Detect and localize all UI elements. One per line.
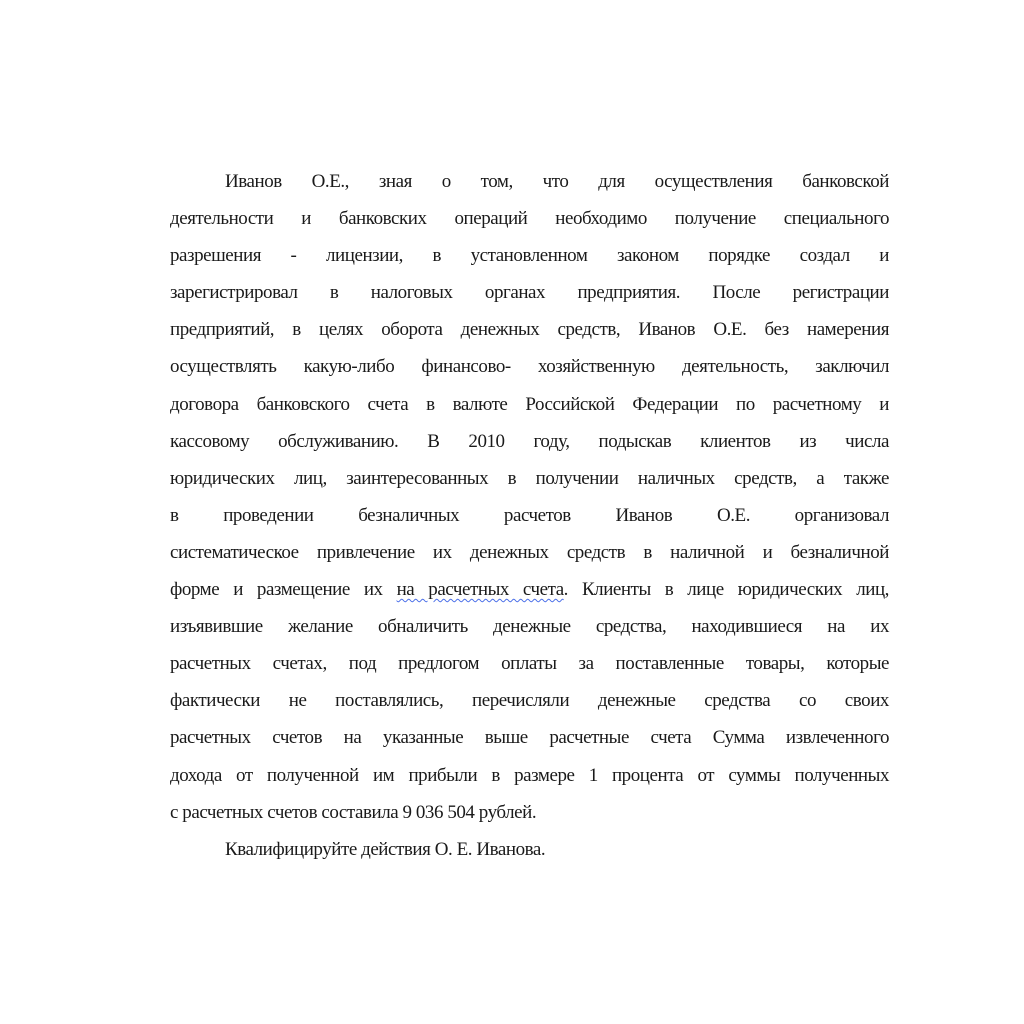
paragraph-line: Иванов О.Е., зная о том, что для осуществления банковской bbox=[225, 171, 889, 192]
paragraph-line: в проведении безналичных расчетов Иванов О.Е. организовал bbox=[170, 504, 889, 526]
paragraph-line: дохода от полученной им прибыли в размере 1 процента от суммы полученных bbox=[170, 764, 889, 786]
line-text: . Клиенты в лице юридических лиц, bbox=[563, 579, 889, 601]
line-text: форме и размещение их bbox=[170, 579, 397, 601]
paragraph-line: деятельности и банковских операций необходимо получение специального bbox=[170, 208, 889, 230]
paragraph-line: осуществлять какую-либо финансово- хозяйственную деятельность, заключил bbox=[170, 356, 889, 378]
paragraph-line: изъявившие желание обналичить денежные средства, находившиеся на их bbox=[170, 616, 889, 638]
paragraph-line: юридических лиц, заинтересованных в получении наличных средств, а также bbox=[170, 467, 889, 489]
paragraph-line: систематическое привлечение их денежных средств в наличной и безналичной bbox=[170, 541, 889, 563]
paragraph-line: расчетных счетах, под предлогом оплаты за поставленные товары, которые bbox=[170, 653, 889, 675]
paragraph-line: разрешения - лицензии, в установленном законом порядке создал и bbox=[170, 245, 889, 267]
paragraph-line: предприятий, в целях оборота денежных средств, Иванов О.Е. без намерения bbox=[170, 319, 889, 341]
paragraph-line: с расчетных счетов составила 9 036 504 рублей. bbox=[170, 801, 537, 823]
paragraph-line: расчетных счетов на указанные выше расчетные счета Сумма извлеченного bbox=[170, 727, 889, 749]
paragraph-line: кассовому обслуживанию. В 2010 году, подыскав клиентов из числа bbox=[170, 430, 889, 452]
spellcheck-flagged-text[interactable]: на расчетных счета bbox=[396, 579, 564, 601]
paragraph-line: фактически не поставлялись, перечисляли денежные средства со своих bbox=[170, 690, 889, 712]
document-body bbox=[170, 163, 889, 868]
paragraph-line: зарегистрировал в налоговых органах предприятия. После регистрации bbox=[170, 282, 889, 304]
paragraph-line bbox=[170, 571, 889, 608]
paragraph-line: договора банковского счета в валюте Российской Федерации по расчетному и bbox=[170, 393, 889, 415]
question-line: Квалифицируйте действия О. Е. Иванова. bbox=[225, 838, 546, 860]
